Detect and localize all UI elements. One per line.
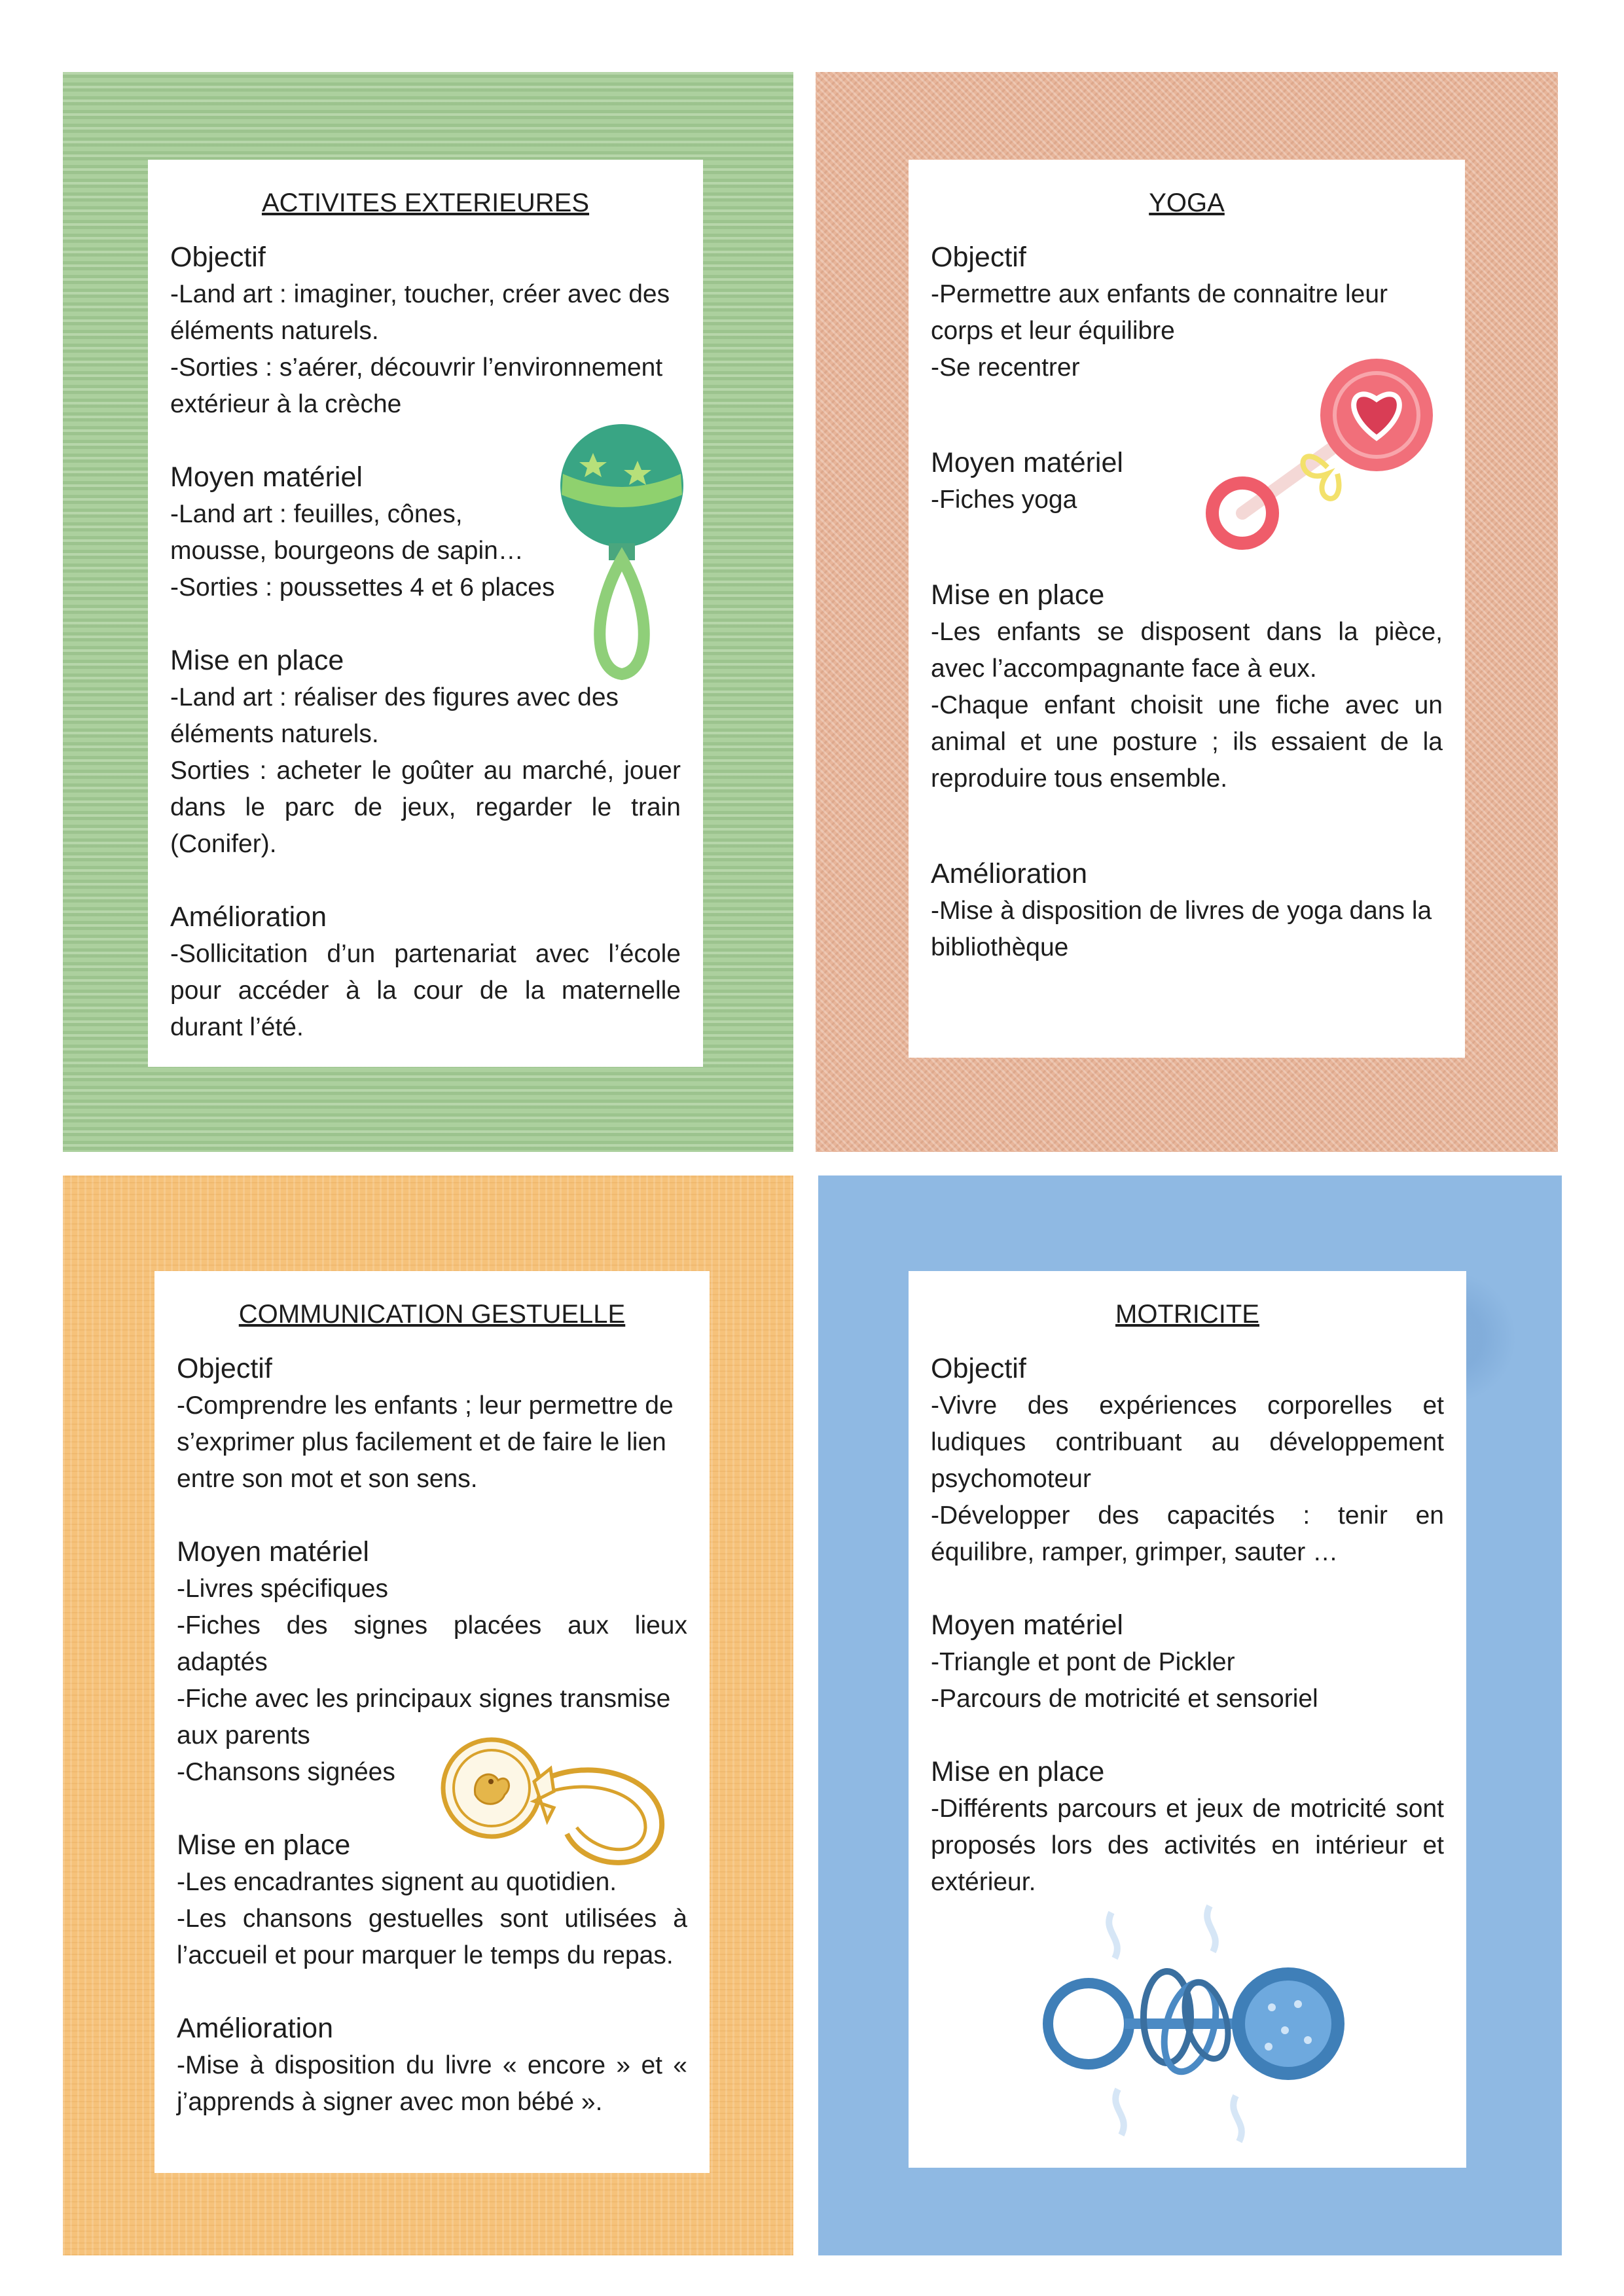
card-communication-gestuelle xyxy=(154,1271,710,2173)
card-title: MOTRICITE xyxy=(1115,1300,1259,1329)
section-amelioration xyxy=(170,899,681,1046)
section-line: -Land art : imaginer, toucher, créer avec des éléments naturels. xyxy=(170,279,670,345)
card-yoga xyxy=(909,160,1465,1058)
section-line: -Parcours de motricité et sensoriel xyxy=(931,1684,1318,1713)
section-mise-en-place xyxy=(931,577,1443,797)
card-activites-exterieures xyxy=(148,160,703,1067)
section-line: -Vivre des expériences corporelles et ludiques contribuant au développement psychomoteur xyxy=(931,1391,1444,1493)
section-objectif xyxy=(931,1351,1444,1571)
section-heading: Amélioration xyxy=(170,901,327,933)
section-line: -Permettre aux enfants de connaitre leur corps et leur équilibre xyxy=(931,279,1388,345)
section-objectif xyxy=(177,1351,687,1498)
section-line: -Les enfants se disposent dans la pièce, avec l’accompagnante face à eux. xyxy=(931,617,1443,683)
section-heading: Moyen matériel xyxy=(177,1535,369,1568)
section-line: -Se recentrer xyxy=(931,353,1080,382)
section-heading: Amélioration xyxy=(177,2012,333,2044)
pink-heart-rattle-icon xyxy=(1197,356,1439,559)
section-line: -Comprendre les enfants ; leur permettre de s’exprimer plus facilement et de faire le lien entre son mot et son sens. xyxy=(177,1391,674,1493)
section-heading: Amélioration xyxy=(931,857,1087,889)
section-line: -Triangle et pont de Pickler xyxy=(931,1647,1235,1676)
section-line: -Sollicitation d’un partenariat avec l’école pour accéder à la cour de la maternelle durant l’été. xyxy=(170,939,681,1041)
section-heading: Mise en place xyxy=(931,579,1105,611)
section-line: -Fiches yoga xyxy=(931,485,1077,514)
card-title: COMMUNICATION GESTUELLE xyxy=(238,1300,626,1329)
blue-ring-rattle-icon xyxy=(1039,1899,1354,2148)
card-title: YOGA xyxy=(1149,188,1225,217)
section-line: -Fiche avec les principaux signes transmise aux parents xyxy=(177,1684,671,1749)
section-heading: Objectif xyxy=(170,242,266,273)
section-heading: Mise en place xyxy=(177,1829,351,1861)
section-heading: Moyen matériel xyxy=(931,446,1123,478)
section-heading: Mise en place xyxy=(170,644,344,676)
section-line: -Livres spécifiques xyxy=(177,1574,388,1603)
section-line: -Fiches des signes placées aux lieux adaptés xyxy=(177,1611,687,1676)
section-line: -Chansons signées xyxy=(177,1757,395,1786)
section-line: -Land art : réaliser des figures avec des éléments naturels. xyxy=(170,683,619,748)
section-mise-en-place xyxy=(931,1754,1444,1901)
green-rattle-icon xyxy=(554,422,698,683)
section-line: -Land art : feuilles, cônes, mousse, bourgeons de sapin… xyxy=(170,499,524,565)
section-heading: Objectif xyxy=(931,1353,1026,1384)
section-line: -Mise à disposition de livres de yoga dans la bibliothèque xyxy=(931,896,1432,961)
section-heading: Moyen matériel xyxy=(931,1609,1123,1641)
card-motricite xyxy=(909,1271,1466,2168)
section-moyen-materiel xyxy=(931,1607,1444,1717)
section-line: -Les chansons gestuelles sont utilisées à l’accueil et pour marquer le temps du repas. xyxy=(177,1904,687,1969)
section-line: Sorties : acheter le goûter au marché, jouer dans le parc de jeux, regarder le train (Conifer). xyxy=(170,756,681,858)
section-line: -Les encadrantes signent au quotidien. xyxy=(177,1867,617,1896)
section-heading: Mise en place xyxy=(931,1755,1105,1787)
section-amelioration xyxy=(177,2011,687,2121)
section-line: -Sorties : poussettes 4 et 6 places xyxy=(170,573,555,601)
section-line: -Sorties : s’aérer, découvrir l’environnement extérieur à la crèche xyxy=(170,353,663,418)
section-amelioration xyxy=(931,856,1443,966)
section-line: -Différents parcours et jeux de motricité sont proposés lors des activités en intérieur et extérieur. xyxy=(931,1794,1444,1896)
section-line: -Mise à disposition du livre « encore » et « j’apprends à signer avec mon bébé ». xyxy=(177,2051,687,2116)
section-heading: Moyen matériel xyxy=(170,461,363,493)
section-objectif xyxy=(170,240,681,423)
card-title: ACTIVITES EXTERIEURES xyxy=(261,188,590,217)
section-heading: Objectif xyxy=(177,1353,272,1384)
section-line: -Chaque enfant choisit une fiche avec un animal et une posture ; ils essaient de la reproduire tous ensemble. xyxy=(931,691,1443,793)
bird-rattle-icon xyxy=(436,1729,672,1880)
section-line: -Développer des capacités : tenir en équilibre, ramper, grimper, sauter … xyxy=(931,1501,1444,1566)
section-heading: Objectif xyxy=(931,242,1026,273)
